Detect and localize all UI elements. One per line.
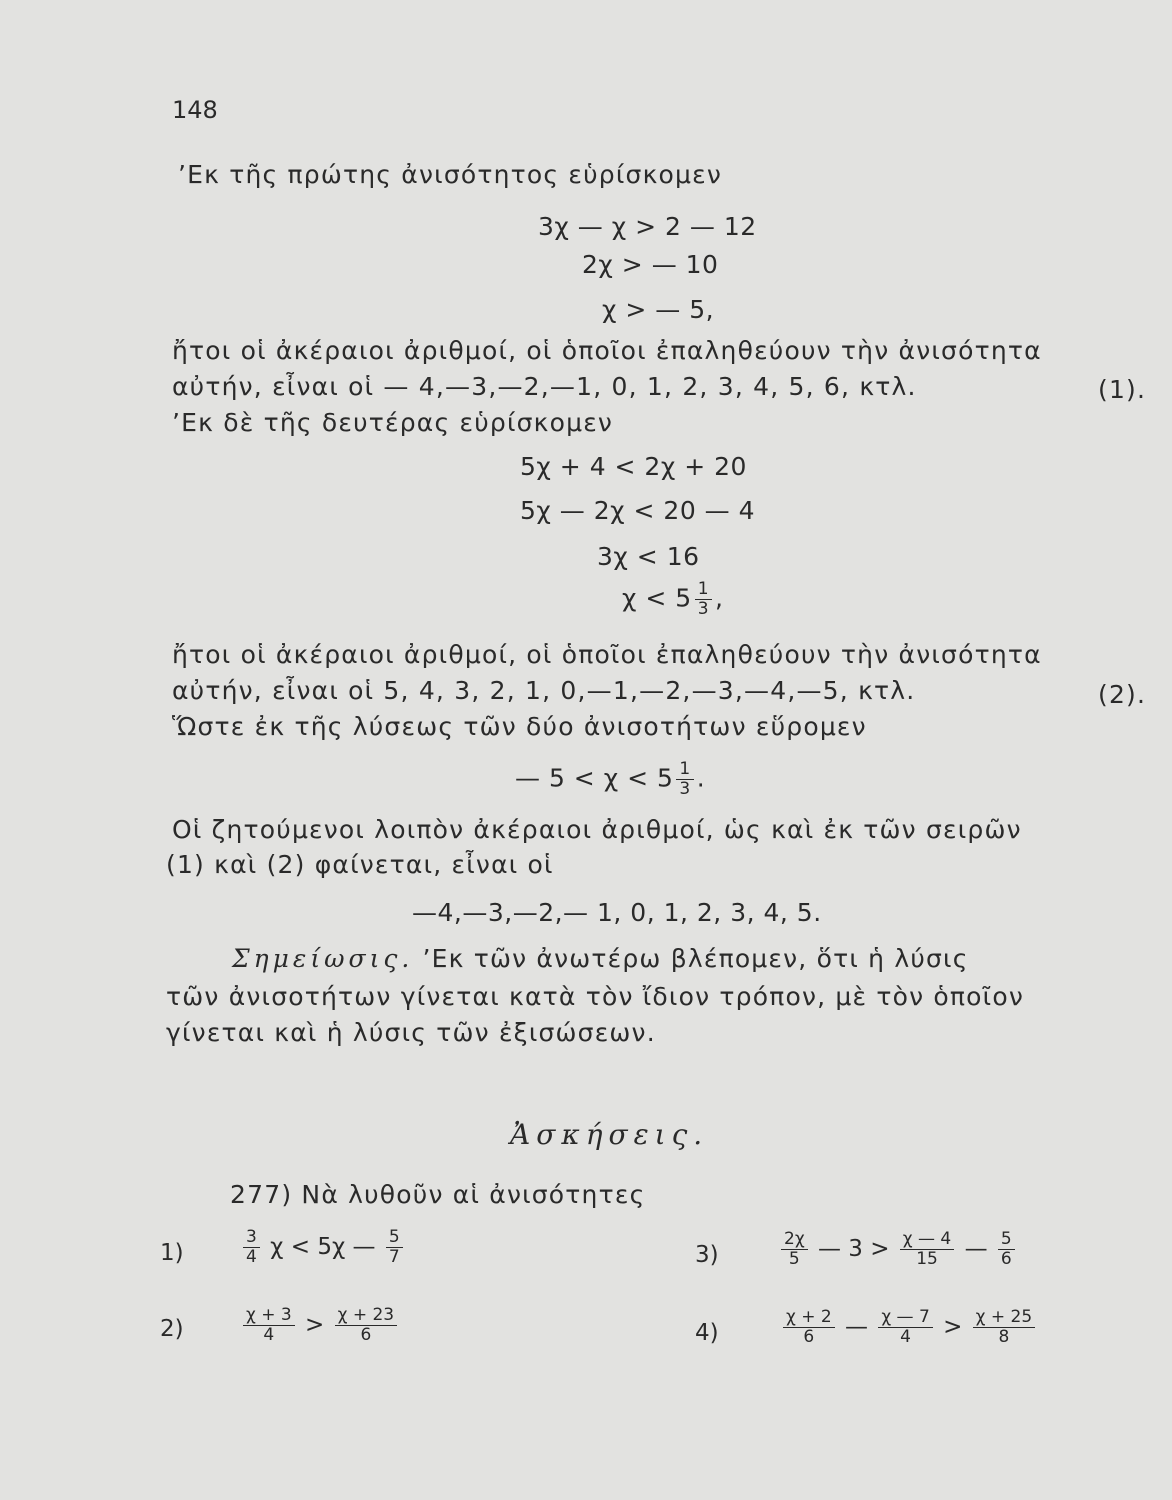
fraction bbox=[695, 580, 712, 619]
paragraph-line: ἤτοι οἱ ἀκέραιοι ἀριθμοί, οἱ ὁποῖοι ἐπαληθεύουν τὴν ἀνισότητα bbox=[172, 640, 1042, 669]
punct: . bbox=[696, 763, 706, 793]
fraction bbox=[676, 760, 693, 799]
punct: , bbox=[715, 583, 724, 613]
expression: — bbox=[845, 1314, 868, 1340]
equation-left: χ < 5 bbox=[622, 583, 692, 613]
exercise-intro: 277) Νὰ λυθοῦν αἱ ἀνισότητες bbox=[230, 1180, 646, 1209]
reference-mark: (2). bbox=[1098, 680, 1147, 709]
denominator: 4 bbox=[900, 1327, 911, 1347]
equation-left: — 5 < χ < 5 bbox=[515, 763, 674, 793]
exercise-label: 3) bbox=[695, 1242, 719, 1268]
fraction bbox=[998, 1230, 1015, 1269]
paragraph-line: ἤτοι οἱ ἀκέραιοι ἀριθμοί, οἱ ὁποῖοι ἐπαληθεύουν τὴν ἀνισότητα bbox=[172, 336, 1042, 365]
exercise-label: 1) bbox=[160, 1240, 184, 1266]
paragraph-line: (1) καὶ (2) φαίνεται, εἶναι οἱ bbox=[166, 850, 554, 879]
paragraph-conclusion: Ὥστε ἐκ τῆς λύσεως τῶν δύο ἀνισοτήτων εὕρομεν bbox=[172, 712, 867, 741]
paragraph-line: αὐτήν, εἶναι οἱ — 4,—3,—2,—1, 0, 1, 2, 3, 4, 5, 6, κτλ. bbox=[172, 372, 917, 401]
denominator: 8 bbox=[998, 1327, 1010, 1347]
denominator: 7 bbox=[388, 1247, 400, 1267]
denominator: 6 bbox=[360, 1325, 372, 1345]
fraction bbox=[243, 1306, 295, 1345]
numerator: χ + 2 bbox=[783, 1308, 835, 1328]
paragraph-line: Οἱ ζητούμενοι λοιπὸν ἀκέραιοι ἀριθμοί, ὡς καὶ ἐκ τῶν σειρῶν bbox=[172, 815, 1022, 844]
denominator: 15 bbox=[916, 1249, 938, 1269]
note-label: Σημείωσις. bbox=[232, 944, 414, 973]
equation-line: 5χ + 4 < 2χ + 20 bbox=[520, 452, 747, 481]
fraction bbox=[783, 1308, 835, 1347]
equation-line: 3χ — χ > 2 — 12 bbox=[538, 212, 757, 241]
section-heading: Ἀσκήσεις. bbox=[510, 1118, 709, 1151]
equation-line-fraction bbox=[515, 760, 705, 799]
denominator: 6 bbox=[803, 1327, 815, 1347]
fraction bbox=[878, 1308, 932, 1347]
reference-mark: (1). bbox=[1098, 375, 1147, 404]
note-line: τῶν ἀνισοτήτων γίνεται κατὰ τὸν ἴδιον τρόπον, μὲ τὸν ὁποῖον bbox=[166, 982, 1024, 1011]
denominator: 3 bbox=[697, 599, 710, 619]
exercise-label: 4) bbox=[695, 1320, 719, 1346]
numerator: χ + 23 bbox=[335, 1306, 398, 1326]
numerator: 1 bbox=[695, 580, 712, 600]
numerator: 5 bbox=[998, 1230, 1015, 1250]
note-line bbox=[232, 944, 969, 973]
numerator: 3 bbox=[243, 1228, 260, 1248]
fraction bbox=[781, 1230, 808, 1269]
denominator: 3 bbox=[679, 779, 691, 799]
numerator: χ — 7 bbox=[878, 1308, 932, 1328]
equation-line: 3χ < 16 bbox=[597, 542, 700, 571]
fraction bbox=[243, 1228, 260, 1267]
equation-line: —4,—3,—2,— 1, 0, 1, 2, 3, 4, 5. bbox=[412, 898, 822, 927]
denominator: 4 bbox=[263, 1325, 275, 1345]
expression: — bbox=[964, 1236, 988, 1262]
note-line: γίνεται καὶ ἡ λύσις τῶν ἐξισώσεων. bbox=[166, 1018, 656, 1047]
numerator: χ + 3 bbox=[243, 1306, 295, 1326]
denominator: 6 bbox=[1000, 1249, 1012, 1269]
fraction bbox=[386, 1228, 403, 1267]
numerator: 5 bbox=[386, 1228, 403, 1248]
exercise-1 bbox=[240, 1228, 406, 1267]
equation-line: χ > — 5, bbox=[602, 295, 715, 324]
exercise-3 bbox=[778, 1230, 1018, 1269]
equation-line-fraction bbox=[622, 580, 723, 619]
expression: > bbox=[943, 1314, 963, 1340]
denominator: 5 bbox=[788, 1249, 800, 1269]
denominator: 4 bbox=[246, 1247, 257, 1267]
numerator: 1 bbox=[676, 760, 693, 780]
exercise-4 bbox=[780, 1308, 1038, 1347]
fraction bbox=[335, 1306, 398, 1345]
fraction bbox=[900, 1230, 954, 1269]
exercise-label: 2) bbox=[160, 1316, 184, 1342]
paragraph-first-inequality: ’Εκ τῆς πρώτης ἀνισότητος εὑρίσκομεν bbox=[178, 160, 722, 189]
paragraph-line: αὐτήν, εἶναι οἱ 5, 4, 3, 2, 1, 0,—1,—2,—3,—4,—5, κτλ. bbox=[172, 676, 916, 705]
numerator: χ — 4 bbox=[900, 1230, 954, 1250]
expression: χ < 5χ — bbox=[270, 1234, 376, 1260]
fraction bbox=[973, 1308, 1036, 1347]
equation-line: 2χ > — 10 bbox=[582, 250, 719, 279]
expression: — 3 > bbox=[817, 1236, 890, 1262]
paragraph-second-inequality: ’Εκ δὲ τῆς δευτέρας εὑρίσκομεν bbox=[172, 408, 614, 437]
numerator: χ + 25 bbox=[973, 1308, 1036, 1328]
page-number: 148 bbox=[172, 96, 218, 124]
numerator: 2χ bbox=[781, 1230, 808, 1250]
expression: > bbox=[305, 1312, 325, 1338]
exercise-2 bbox=[240, 1306, 400, 1345]
note-text: ’Εκ τῶν ἀνωτέρω βλέπομεν, ὅτι ἡ λύσις bbox=[422, 944, 969, 973]
equation-line: 5χ — 2χ < 20 — 4 bbox=[520, 496, 756, 525]
